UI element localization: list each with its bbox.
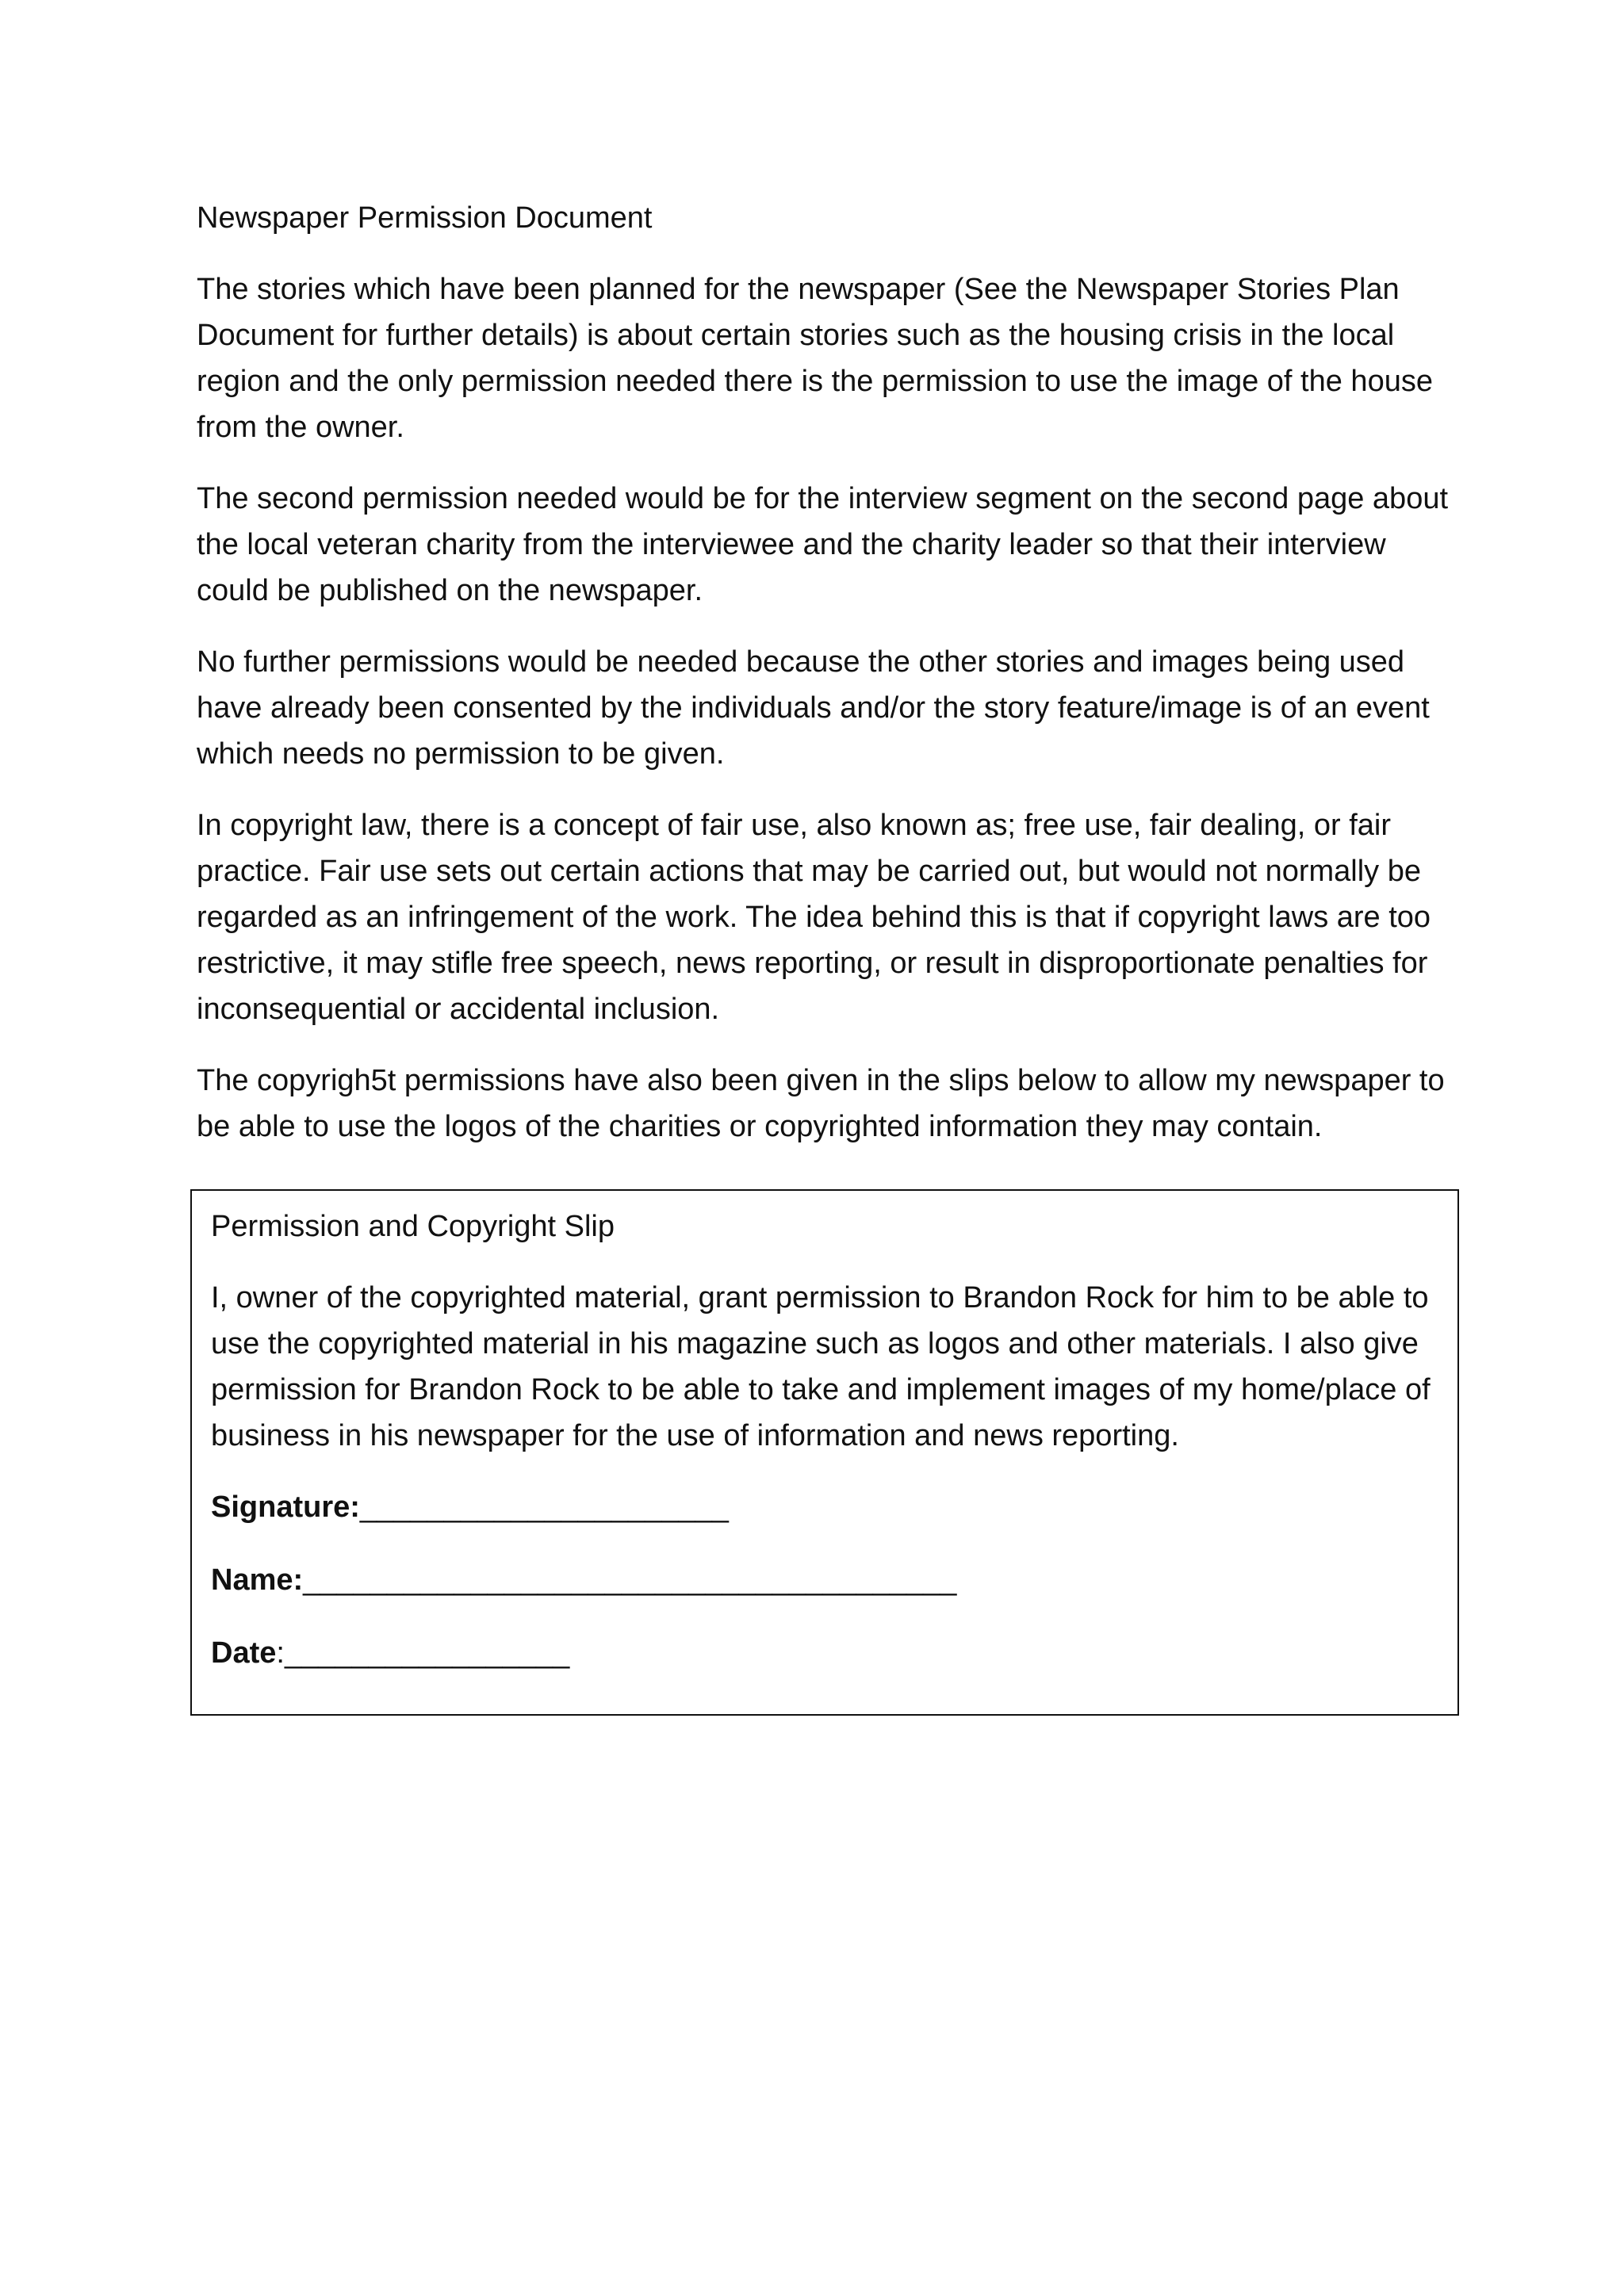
paragraph-no-further-permissions: No further permissions would be needed because the other stories and images being used have already been consented by the individuals and/or the story feature/image is of an event which needs no permission to be given. (197, 645, 1430, 771)
slip-grant-text: I, owner of the copyrighted material, grant permission to Brandon Rock for him to be able to use the copyrighted material in his magazine such as logos and other materials. I also give permission for Brandon Rock to be able to take and implement images of my home/place of business in his newspaper for the use of information and news reporting. (211, 1281, 1431, 1452)
date-line[interactable]: _________________ (284, 1636, 570, 1670)
signature-label: Signature: (211, 1490, 360, 1524)
slip-title: Permission and Copyright Slip (211, 1210, 615, 1243)
name-label: Name: (211, 1563, 304, 1597)
name-line[interactable]: _______________________________________ (303, 1563, 957, 1597)
signature-field[interactable] (211, 1484, 1438, 1530)
paragraph-fair-use: In copyright law, there is a concept of fair use, also known as; free use, fair dealing, or fair practice. Fair use sets out certain actions that may be carried out, but would not normally be regarded as an infringement of the work. The idea behind this is that if copyright laws are too restrictive, it may stifle free speech, news reporting, or result in disproportionate penalties for inconsequential or accidental inclusion. (197, 809, 1431, 1026)
permission-slip-box (190, 1189, 1459, 1716)
paragraph-copyright-slips: The copyrigh5t permissions have also been given in the slips below to allow my newspaper to be able to use the logos of the charities or copyrighted information they may contain. (197, 1064, 1445, 1143)
document-title: Newspaper Permission Document (197, 201, 653, 235)
document-body (197, 195, 1450, 1175)
date-colon: : (276, 1636, 285, 1670)
paragraph-interview-permission: The second permission needed would be for the interview segment on the second page about the local veteran charity from the interviewee and the charity leader so that their interview could be published on the newspaper. (197, 482, 1449, 607)
signature-line[interactable]: ______________________ (359, 1490, 729, 1524)
paragraph-stories-plan: The stories which have been planned for the newspaper (See the Newspaper Stories Plan Document for further details) is about certain stories such as the housing crisis in the local region and the only permission needed there is the permission to use the image of the house from the owner. (197, 273, 1433, 444)
date-field[interactable] (211, 1630, 1438, 1676)
date-label: Date (211, 1636, 277, 1670)
name-field[interactable] (211, 1557, 1438, 1603)
